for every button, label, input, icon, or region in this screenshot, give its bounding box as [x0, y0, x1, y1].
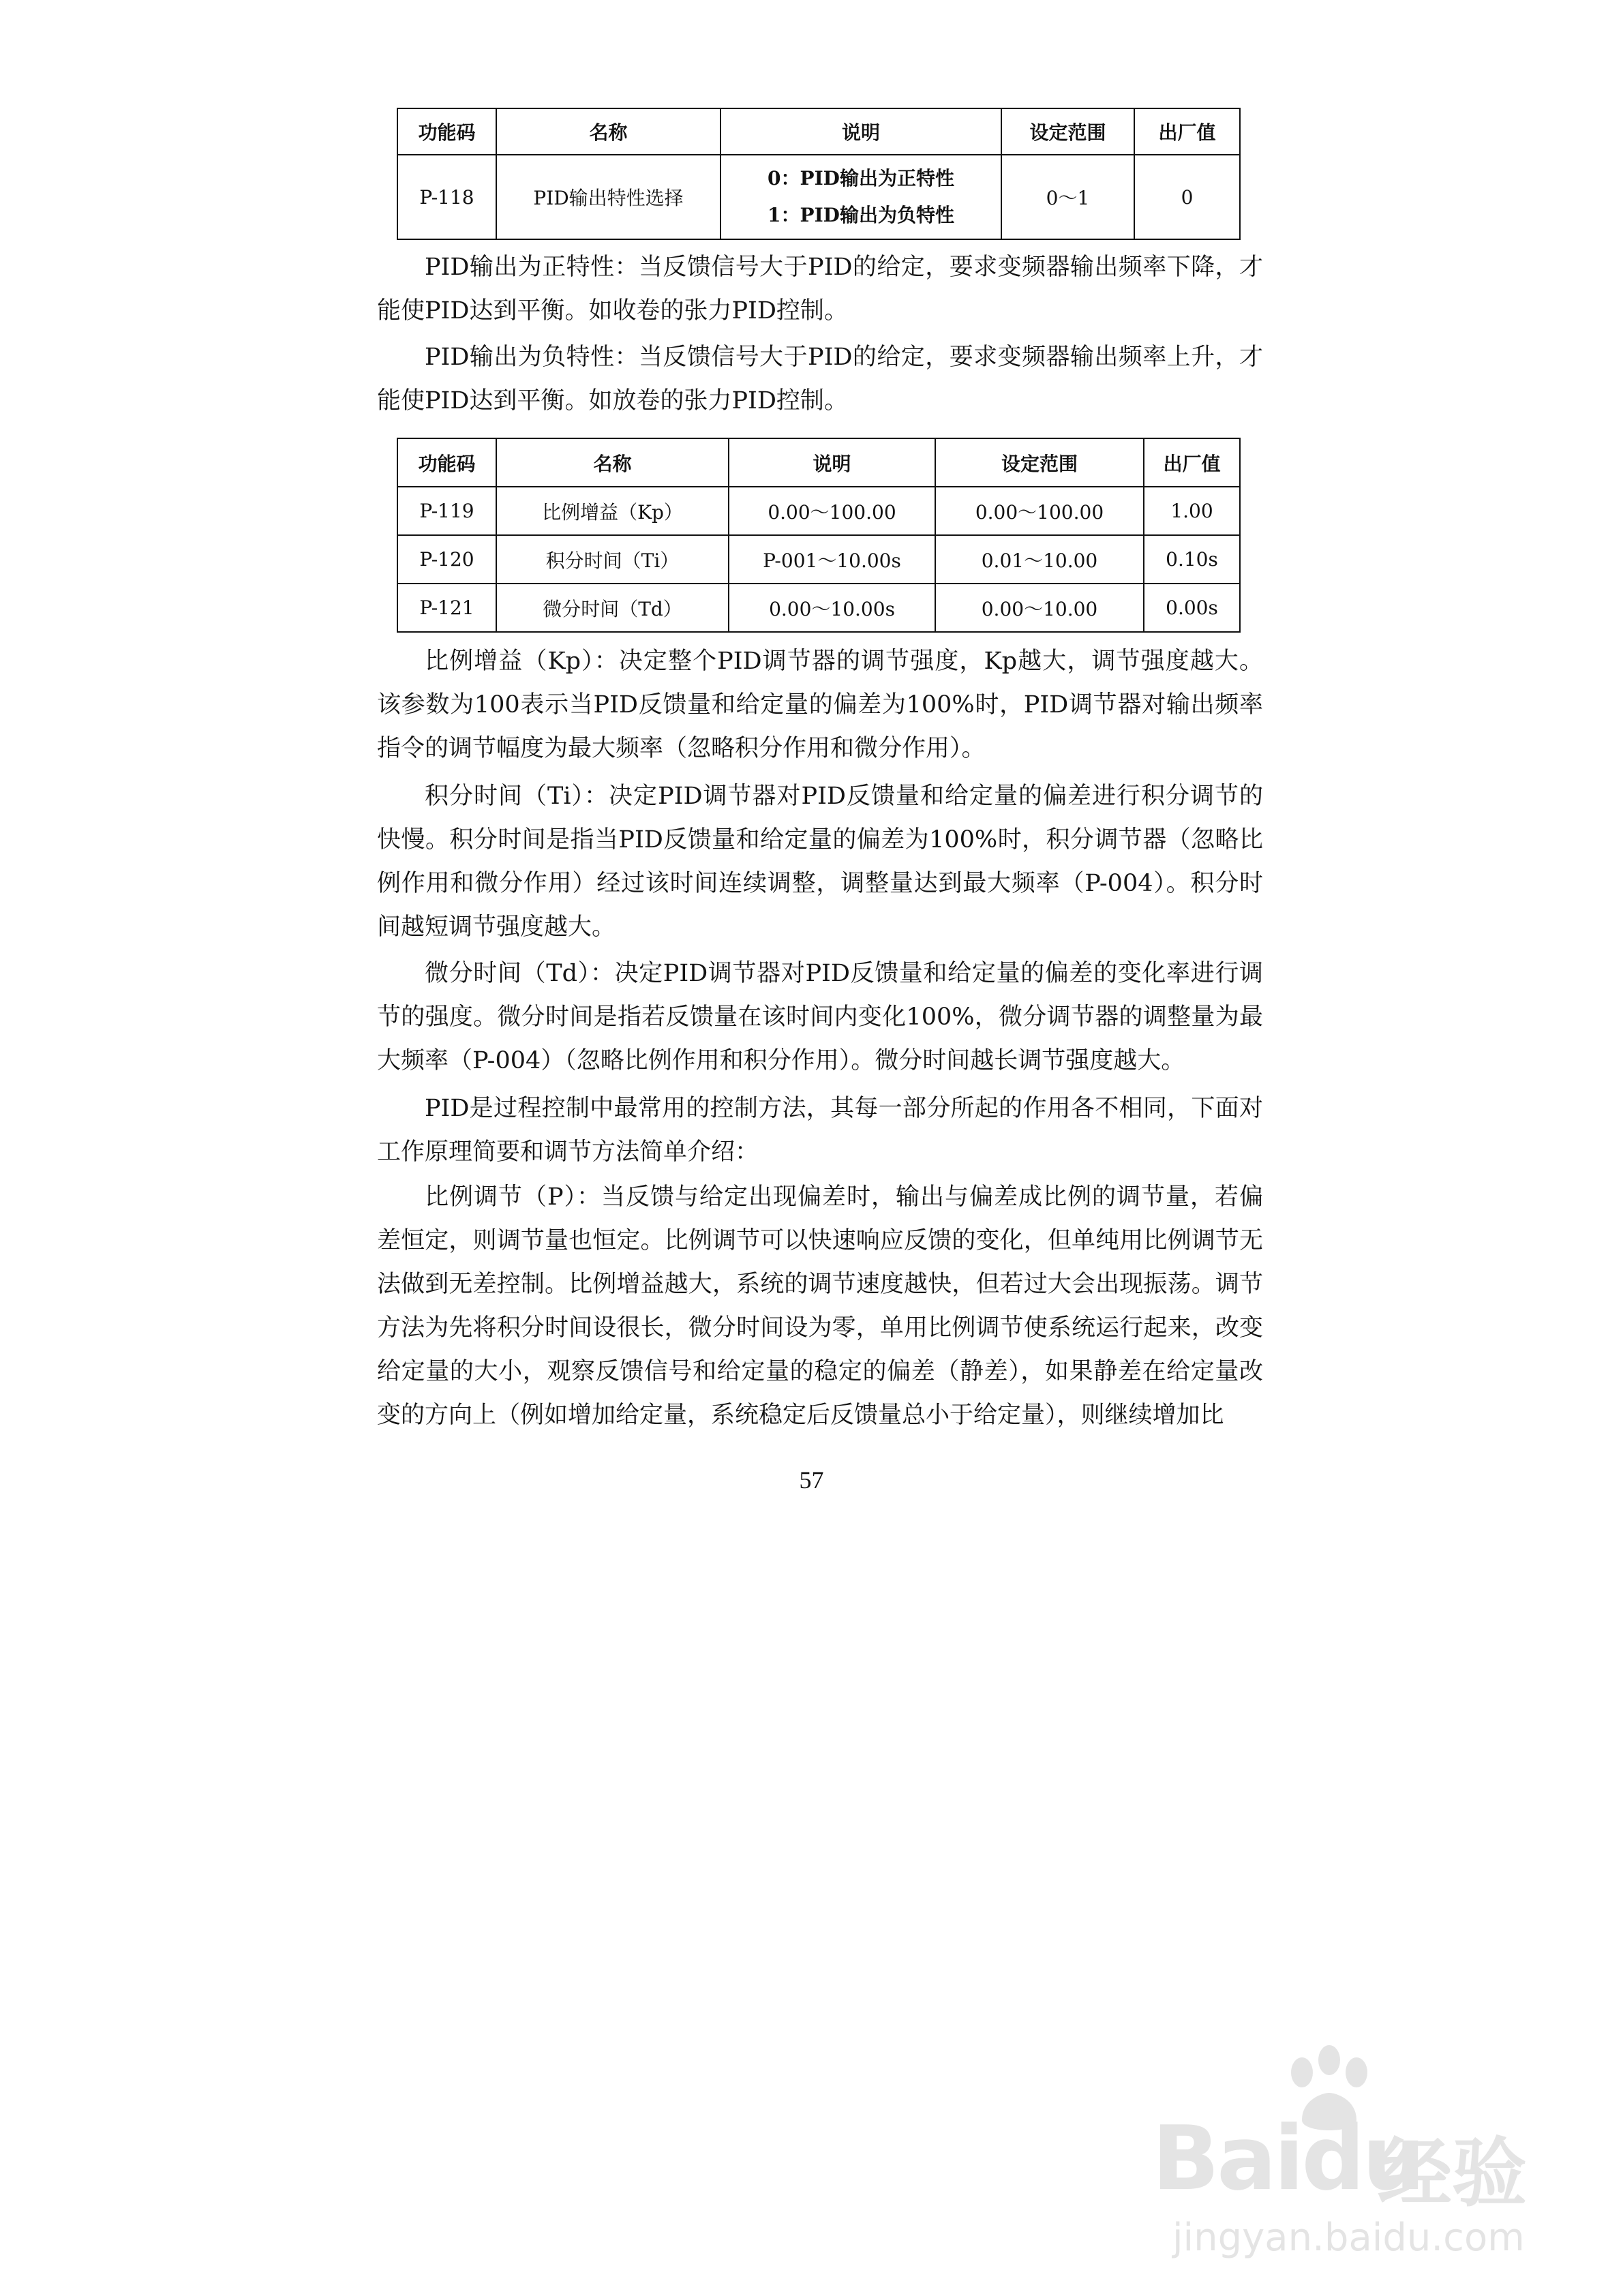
paragraph: 微分时间（Td）：决定PID调节器对PID反馈量和给定量的偏差的变化率进行调节的强度。微分时间是指若反馈量在该时间内变化100%，微分调节器的调整量为最大频率（P-004）（忽略比例作用和积分作用）。微分时间越长调节强度越大。 — [377, 960, 1263, 1074]
cell-default: 1.00 — [1144, 487, 1240, 535]
watermark-cn: 经验 — [1377, 2130, 1527, 2217]
cell-code: P-119 — [397, 487, 496, 535]
table-header-row — [397, 108, 1240, 155]
header-default: 出厂值 — [1144, 438, 1240, 487]
cell-code: P-120 — [397, 535, 496, 584]
table-row — [397, 584, 1240, 632]
header-code: 功能码 — [397, 108, 496, 155]
param-table-pid-gains — [397, 438, 1241, 633]
cell-range: 0.00～10.00 — [935, 584, 1144, 632]
cell-range: 0～1 — [1001, 155, 1134, 239]
desc-line-1: 0：PID输出为正特性 — [768, 167, 954, 190]
table-row — [397, 535, 1240, 584]
header-default: 出厂值 — [1134, 108, 1240, 155]
cell-name: 比例增益（Kp） — [496, 487, 729, 535]
table-header-row — [397, 438, 1240, 487]
cell-desc — [721, 155, 1001, 239]
cell-code: P-118 — [397, 155, 496, 239]
header-range: 设定范围 — [935, 438, 1144, 487]
baidu-jingyan-watermark — [1152, 2031, 1575, 2263]
paragraph: 比例增益（Kp）：决定整个PID调节器的调节强度，Kp越大，调节强度越大。该参数为100表示当PID反馈量和给定量的偏差为100%时，PID调节器对输出频率指令的调节幅度为最大频率（忽略积分作用和微分作用）。 — [377, 648, 1263, 762]
paragraph: PID输出为正特性：当反馈信号大于PID的给定，要求变频器输出频率下降，才能使PID达到平衡。如收卷的张力PID控制。 — [377, 254, 1263, 324]
cell-default: 0 — [1134, 155, 1240, 239]
watermark-url: jingyan.baidu.com — [1172, 2216, 1525, 2260]
header-range: 设定范围 — [1001, 108, 1134, 155]
paragraph: PID输出为负特性：当反馈信号大于PID的给定，要求变频器输出频率上升，才能使PID达到平衡。如放卷的张力PID控制。 — [377, 344, 1263, 414]
cell-name: 积分时间（Ti） — [496, 535, 729, 584]
paragraph: 积分时间（Ti）：决定PID调节器对PID反馈量和给定量的偏差进行积分调节的快慢。积分时间是指当PID反馈量和给定量的偏差为100%时，积分调节器（忽略比例作用和微分作用）经过该时间连续调整，调整量达到最大频率（P-004）。积分时间越短调节强度越大。 — [377, 783, 1263, 941]
cell-desc: 0.00～10.00s — [729, 584, 935, 632]
page-number: 57 — [799, 1466, 824, 1494]
header-desc: 说明 — [729, 438, 935, 487]
cell-name: PID输出特性选择 — [496, 155, 721, 239]
cell-desc: 0.00～100.00 — [729, 487, 935, 535]
paragraph: 比例调节（P）：当反馈与给定出现偏差时，输出与偏差成比例的调节量，若偏差恒定，则调节量也恒定。比例调节可以快速响应反馈的变化，但单纯用比例调节无法做到无差控制。比例增益越大，系统的调节速度越快，但若过大会出现振荡。调节方法为先将积分时间设很长，微分时间设为零，单用比例调节使系统运行起来，改变给定量的大小，观察反馈信号和给定量的稳定的偏差（静差），如果静差在给定量改变的方向上（例如增加给定量，系统稳定后反馈量总小于给定量），则继续增加比 — [377, 1183, 1263, 1429]
desc-line-2: 1：PID输出为负特性 — [768, 204, 954, 226]
cell-default: 0.10s — [1144, 535, 1240, 584]
header-name: 名称 — [496, 438, 729, 487]
table-row — [397, 155, 1240, 239]
paragraph: PID是过程控制中最常用的控制方法，其每一部分所起的作用各不相同，下面对工作原理简要和调节方法简单介绍： — [377, 1095, 1263, 1166]
header-desc: 说明 — [721, 108, 1001, 155]
watermark-brand: Baidu — [1152, 2106, 1423, 2210]
cell-range: 0.00～100.00 — [935, 487, 1144, 535]
cell-default: 0.00s — [1144, 584, 1240, 632]
header-name: 名称 — [496, 108, 721, 155]
table-row — [397, 487, 1240, 535]
cell-code: P-121 — [397, 584, 496, 632]
cell-range: 0.01～10.00 — [935, 535, 1144, 584]
cell-desc: P-001～10.00s — [729, 535, 935, 584]
header-code: 功能码 — [397, 438, 496, 487]
param-table-p118 — [397, 108, 1241, 240]
cell-name: 微分时间（Td） — [496, 584, 729, 632]
